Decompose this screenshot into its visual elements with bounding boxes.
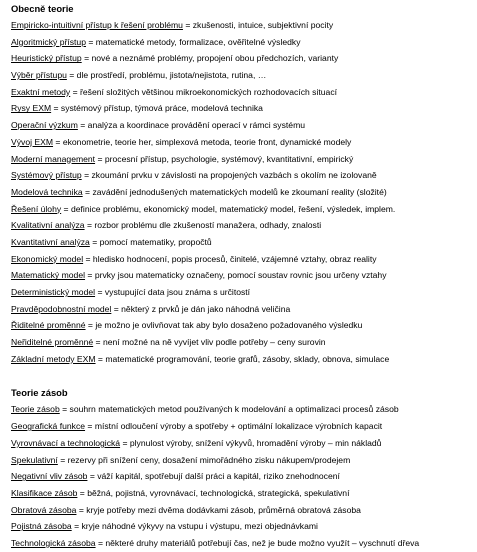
definition-text: = zkušenosti, intuice, subjektivní pocity [182,20,334,30]
section-heading-obecne-teorie: Obecně teorie [11,3,74,14]
definition-line [11,100,477,117]
definition-text: = místní odloučení výroby a spotřeby + optimální lokalizace výrobních kapacit [85,421,383,432]
definition-term: Výběr přístupu [11,70,67,81]
definition-line [11,317,477,334]
definition-text: = běžná, pojistná, vyrovnávací, technologická, strategická, spekulativní [77,487,350,498]
definition-line [11,151,477,168]
definition-text: = dle prostředí, problému, jistota/nejistota, rutina, … [66,70,267,81]
definition-term: Moderní management [11,153,96,164]
definition-term: Negativní vliv zásob [11,471,88,482]
definition-line [11,84,477,101]
definition-list-obecne-teorie [11,17,477,367]
definition-text: = kryje náhodné výkyvy na vstupu i výstupu, mezi objednávkami [71,521,318,532]
definition-line [11,184,477,201]
definition-text: = analýza a koordinace provádění operací v rámci systému [77,120,306,131]
definition-line [11,217,477,234]
definition-text: = některé druhy materiálů potřebují čas, než je bude možno využít – vyschnutí dřeva [95,537,420,548]
section-heading-teorie-zasob: Teorie zásob [11,387,68,399]
definition-term: Řiditelné proměnné [11,320,86,331]
definition-term: Řešení úlohy [11,203,62,214]
definition-line [11,435,477,452]
definition-line [11,251,477,268]
definition-term: Spekulativní [11,454,58,465]
definition-text: = matematické metody, formalizace, ověřitelné výsledky [85,36,301,47]
definition-line [11,535,477,552]
definition-line [11,117,477,134]
section-spacer [11,367,477,384]
definition-term: Modelová technika [11,186,83,197]
definition-term: Empiricko-intuitivní přístup k řešení problému [11,20,183,30]
definition-text: = matematické programování, teorie grafů, zásoby, sklady, obnova, simulace [95,353,390,364]
definition-term: Základní metody EXM [11,353,96,364]
definition-line [11,284,477,301]
definition-text: = pomocí matematiky, propočtů [89,236,212,247]
definition-term: Neřiditelné proměnné [11,337,94,348]
definition-term: Matematický model [11,270,86,281]
definition-line [11,452,477,469]
definition-text: = některý z prvků je dán jako náhodná veličina [111,303,291,314]
definition-line [11,17,477,34]
definition-term: Kvantitativní analýza [11,236,90,247]
definition-line [11,418,477,435]
definition-line [11,167,477,184]
definition-term: Exaktní metody [11,86,71,97]
definition-line [11,518,477,535]
definition-text: = ekonometrie, teorie her, simplexová metoda, teorie front, dynamické modely [53,136,352,147]
definition-line [11,468,477,485]
definition-text: = systémový přístup, týmová práce, modelová technika [51,103,263,114]
definition-text: = váží kapitál, spotřebují další práci a kapitál, riziko znehodnocení [87,471,340,482]
definition-term: Vyrovnávací a technologická [11,437,121,448]
definition-line [11,50,477,67]
definition-term: Klasifikace zásob [11,487,78,498]
definition-line [11,485,477,502]
definition-line [11,301,477,318]
definition-term: Pravděpodobnostní model [11,303,112,314]
definition-text: = je možno je ovlivňovat tak aby bylo dosaženo požadovaného výsledku [85,320,363,331]
definition-line [11,67,477,84]
definition-term: Rysy EXM [11,103,52,114]
definition-line [11,351,477,368]
definition-text: = prvky jsou matematicky označeny, pomocí soustav rovnic jsou určeny vztahy [85,270,387,281]
definition-line [11,234,477,251]
definition-text: = rezervy při snížení ceny, dosažení mimořádného zisku nákupem/prodejem [57,454,351,465]
definition-line [11,502,477,519]
definition-text: = zkoumání prvku v závislosti na propojených vazbách s okolím ne izolovaně [81,170,377,181]
document-page [11,0,477,552]
definition-term: Kvalitativní analýza [11,220,85,231]
definition-term: Technologická zásoba [11,537,96,548]
definition-text: = procesní přístup, psychologie, systémový, kvantitativní, empirický [95,153,354,164]
definition-line [11,201,477,218]
definition-line [11,34,477,51]
definition-text: = nové a neznámé problémy, propojení obou předchozích, varianty [81,53,339,64]
definition-term: Teorie zásob [11,404,60,415]
definition-text: = definice problému, ekonomický model, matematický model, řešení, výsledek, implem. [61,203,396,214]
definition-term: Vývoj EXM [11,136,54,147]
definition-text: = plynulost výroby, snížení výkyvů, hromadění výroby – min nákladů [120,437,382,448]
definition-term: Heuristický přístup [11,53,82,64]
definition-text: = řešení složitých většinou mikroekonomických rozhodovacích situací [70,86,337,97]
definition-line [11,267,477,284]
definition-line [11,334,477,351]
definition-text: = hledisko hodnocení, popis procesů, činitelé, vzájemné vztahy, obraz reality [83,253,377,264]
definition-text: = není možné na ně vyvíjet vliv podle potřeby – ceny surovin [93,337,326,348]
definition-line [11,401,477,418]
definition-line [11,134,477,151]
definition-term: Obratová zásoba [11,504,77,515]
definition-text: = rozbor problému dle zkušeností manažera, odhady, znalosti [84,220,322,231]
definition-term: Pojistná zásoba [11,521,72,532]
definition-text: = vystupující data jsou známa s určitostí [95,287,251,297]
definition-text: = kryje potřeby mezi dvěma dodávkami zásob, průměrná obratová zásoba [76,504,361,515]
definition-term: Deterministický model [11,287,96,297]
definition-text: = souhrn matematických metod používaných k modelování a optimalizaci procesů zásob [59,404,399,415]
definition-term: Geografická funkce [11,421,86,432]
definition-term: Algoritmický přístup [11,36,86,47]
definition-text: = zavádění jednodušených matematických modelů ke zkoumaní reality (složité) [82,186,387,197]
definition-term: Ekonomický model [11,253,84,264]
definition-list-teorie-zasob [11,401,477,551]
definition-term: Systémový přístup [11,170,82,181]
definition-term: Operační výzkum [11,120,78,131]
